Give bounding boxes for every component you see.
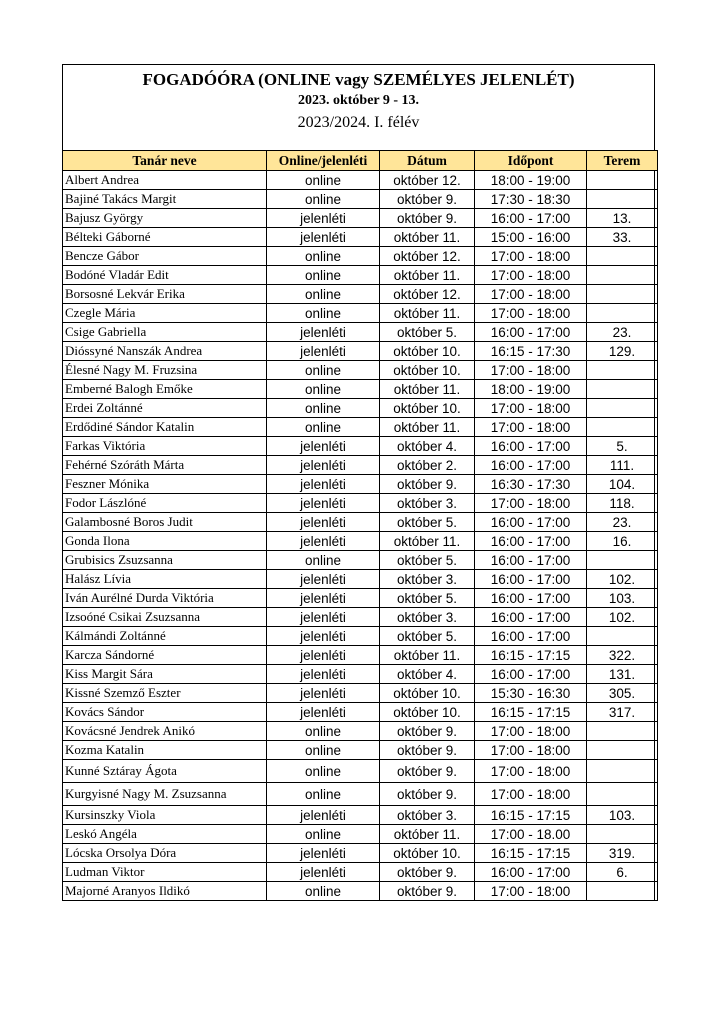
room-cell: 13. — [587, 209, 658, 228]
mode-cell: jelenléti — [267, 806, 380, 825]
date-cell: október 11. — [380, 418, 475, 437]
date-cell: október 9. — [380, 722, 475, 741]
table-row — [63, 171, 658, 190]
room-cell: 305. — [587, 684, 658, 703]
room-cell — [587, 247, 658, 266]
room-cell: 104. — [587, 475, 658, 494]
table-row — [63, 551, 658, 570]
teacher-name-cell: Bencze Gábor — [63, 247, 267, 266]
table-row — [63, 570, 658, 589]
table-row — [63, 380, 658, 399]
table-row — [63, 646, 658, 665]
room-cell: 317. — [587, 703, 658, 722]
time-cell: 16:00 - 17:00 — [475, 209, 587, 228]
room-cell — [587, 171, 658, 190]
teacher-name-cell: Kursinszky Viola — [63, 806, 267, 825]
mode-cell: online — [267, 722, 380, 741]
time-cell: 16:00 - 17:00 — [475, 627, 587, 646]
teacher-name-cell: Kovácsné Jendrek Anikó — [63, 722, 267, 741]
time-cell: 16:00 - 17:00 — [475, 665, 587, 684]
mode-cell: online — [267, 399, 380, 418]
room-cell: 131. — [587, 665, 658, 684]
date-cell: október 11. — [380, 380, 475, 399]
column-header-teacher: Tanár neve — [63, 151, 267, 171]
time-cell: 16:00 - 17:00 — [475, 323, 587, 342]
date-cell: október 3. — [380, 570, 475, 589]
teacher-name-cell: Kurgyisné Nagy M. Zsuzsanna — [63, 783, 267, 806]
date-cell: október 3. — [380, 494, 475, 513]
table-row — [63, 532, 658, 551]
column-header-date: Dátum — [380, 151, 475, 171]
teacher-name-cell: Karcza Sándorné — [63, 646, 267, 665]
time-cell: 18:00 - 19:00 — [475, 380, 587, 399]
date-cell: október 3. — [380, 608, 475, 627]
time-cell: 17:00 - 18:00 — [475, 266, 587, 285]
teacher-name-cell: Kiss Margit Sára — [63, 665, 267, 684]
teacher-name-cell: Albert Andrea — [63, 171, 267, 190]
time-cell: 17:00 - 18:00 — [475, 247, 587, 266]
date-cell: október 10. — [380, 703, 475, 722]
time-cell: 16:00 - 17:00 — [475, 456, 587, 475]
date-cell: október 12. — [380, 247, 475, 266]
mode-cell: jelenléti — [267, 863, 380, 882]
room-cell: 111. — [587, 456, 658, 475]
date-cell: október 9. — [380, 882, 475, 901]
teacher-name-cell: Izsoóné Csikai Zsuzsanna — [63, 608, 267, 627]
table-row — [63, 722, 658, 741]
table-row — [63, 783, 658, 806]
table-row — [63, 513, 658, 532]
date-cell: október 10. — [380, 684, 475, 703]
mode-cell: jelenléti — [267, 342, 380, 361]
time-cell: 17:00 - 18:00 — [475, 760, 587, 783]
teacher-name-cell: Bajusz György — [63, 209, 267, 228]
room-cell — [587, 760, 658, 783]
teacher-name-cell: Gonda Ilona — [63, 532, 267, 551]
room-cell: 6. — [587, 863, 658, 882]
document-header — [63, 65, 654, 150]
room-cell — [587, 741, 658, 760]
time-cell: 16:15 - 17:15 — [475, 646, 587, 665]
table-row — [63, 323, 658, 342]
teacher-name-cell: Kálmándi Zoltánné — [63, 627, 267, 646]
mode-cell: online — [267, 380, 380, 399]
table-row — [63, 209, 658, 228]
room-cell — [587, 783, 658, 806]
teacher-name-cell: Erdei Zoltánné — [63, 399, 267, 418]
teacher-name-cell: Fehérné Szóráth Márta — [63, 456, 267, 475]
table-row — [63, 342, 658, 361]
column-header-room: Terem — [587, 151, 658, 171]
room-cell: 129. — [587, 342, 658, 361]
table-row — [63, 665, 658, 684]
date-cell: október 4. — [380, 665, 475, 684]
room-cell: 103. — [587, 806, 658, 825]
room-cell: 33. — [587, 228, 658, 247]
mode-cell: jelenléti — [267, 475, 380, 494]
mode-cell: jelenléti — [267, 494, 380, 513]
date-cell: október 9. — [380, 741, 475, 760]
date-cell: október 3. — [380, 806, 475, 825]
consultation-table — [62, 150, 658, 901]
table-row — [63, 703, 658, 722]
mode-cell: jelenléti — [267, 456, 380, 475]
mode-cell: jelenléti — [267, 627, 380, 646]
time-cell: 16:15 - 17:15 — [475, 806, 587, 825]
table-row — [63, 285, 658, 304]
table-row — [63, 863, 658, 882]
mode-cell: jelenléti — [267, 608, 380, 627]
time-cell: 17:00 - 18.00 — [475, 825, 587, 844]
mode-cell: jelenléti — [267, 665, 380, 684]
time-cell: 16:15 - 17:30 — [475, 342, 587, 361]
date-cell: október 10. — [380, 844, 475, 863]
table-row — [63, 456, 658, 475]
mode-cell: jelenléti — [267, 209, 380, 228]
room-cell: 16. — [587, 532, 658, 551]
table-row — [63, 882, 658, 901]
school-term: 2023/2024. I. félév — [297, 114, 420, 131]
teacher-name-cell: Majorné Aranyos Ildikó — [63, 882, 267, 901]
room-cell: 118. — [587, 494, 658, 513]
teacher-name-cell: Élesné Nagy M. Fruzsina — [63, 361, 267, 380]
table-row — [63, 437, 658, 456]
time-cell: 17:30 - 18:30 — [475, 190, 587, 209]
date-cell: október 11. — [380, 304, 475, 323]
mode-cell: jelenléti — [267, 570, 380, 589]
room-cell — [587, 266, 658, 285]
teacher-name-cell: Borsosné Lekvár Erika — [63, 285, 267, 304]
table-row — [63, 806, 658, 825]
table-row — [63, 627, 658, 646]
room-cell: 102. — [587, 608, 658, 627]
room-cell — [587, 627, 658, 646]
table-row — [63, 741, 658, 760]
date-cell: október 12. — [380, 285, 475, 304]
mode-cell: jelenléti — [267, 532, 380, 551]
time-cell: 17:00 - 18:00 — [475, 399, 587, 418]
mode-cell: jelenléti — [267, 513, 380, 532]
room-cell — [587, 380, 658, 399]
teacher-name-cell: Kovács Sándor — [63, 703, 267, 722]
mode-cell: jelenléti — [267, 323, 380, 342]
teacher-name-cell: Csige Gabriella — [63, 323, 267, 342]
room-cell: 103. — [587, 589, 658, 608]
table-row — [63, 475, 658, 494]
date-cell: október 11. — [380, 266, 475, 285]
time-cell: 17:00 - 18:00 — [475, 304, 587, 323]
table-row — [63, 760, 658, 783]
time-cell: 17:00 - 18:00 — [475, 783, 587, 806]
table-row — [63, 304, 658, 323]
teacher-name-cell: Farkas Viktória — [63, 437, 267, 456]
time-cell: 17:00 - 18:00 — [475, 722, 587, 741]
date-cell: október 9. — [380, 760, 475, 783]
column-header-mode: Online/jelenléti — [267, 151, 380, 171]
room-cell — [587, 722, 658, 741]
room-cell — [587, 551, 658, 570]
mode-cell: jelenléti — [267, 684, 380, 703]
mode-cell: online — [267, 190, 380, 209]
date-cell: október 5. — [380, 551, 475, 570]
table-row — [63, 266, 658, 285]
mode-cell: online — [267, 247, 380, 266]
date-cell: október 5. — [380, 589, 475, 608]
table-row — [63, 825, 658, 844]
date-cell: október 5. — [380, 627, 475, 646]
room-cell — [587, 285, 658, 304]
room-cell: 322. — [587, 646, 658, 665]
room-cell — [587, 190, 658, 209]
time-cell: 17:00 - 18:00 — [475, 361, 587, 380]
teacher-name-cell: Bajiné Takács Margit — [63, 190, 267, 209]
room-cell: 23. — [587, 323, 658, 342]
room-cell: 102. — [587, 570, 658, 589]
teacher-name-cell: Czegle Mária — [63, 304, 267, 323]
time-cell: 16:00 - 17:00 — [475, 532, 587, 551]
teacher-name-cell: Lócska Orsolya Dóra — [63, 844, 267, 863]
time-cell: 17:00 - 18:00 — [475, 882, 587, 901]
date-cell: október 5. — [380, 323, 475, 342]
date-cell: október 9. — [380, 475, 475, 494]
teacher-name-cell: Bodóné Vladár Edit — [63, 266, 267, 285]
teacher-name-cell: Feszner Mónika — [63, 475, 267, 494]
time-cell: 16:00 - 17:00 — [475, 570, 587, 589]
time-cell: 16:30 - 17:30 — [475, 475, 587, 494]
date-cell: október 9. — [380, 209, 475, 228]
time-cell: 16:00 - 17:00 — [475, 589, 587, 608]
mode-cell: jelenléti — [267, 646, 380, 665]
table-row — [63, 608, 658, 627]
teacher-name-cell: Grubisics Zsuzsanna — [63, 551, 267, 570]
date-cell: október 11. — [380, 228, 475, 247]
date-range: 2023. október 9 - 13. — [297, 93, 420, 108]
mode-cell: online — [267, 171, 380, 190]
table-row — [63, 589, 658, 608]
date-cell: október 10. — [380, 342, 475, 361]
time-cell: 16:00 - 17:00 — [475, 863, 587, 882]
time-cell: 15:30 - 16:30 — [475, 684, 587, 703]
teacher-name-cell: Kunné Sztáray Ágota — [63, 760, 267, 783]
time-cell: 16:15 - 17:15 — [475, 844, 587, 863]
teacher-name-cell: Dióssyné Nanszák Andrea — [63, 342, 267, 361]
mode-cell: online — [267, 285, 380, 304]
time-cell: 16:00 - 17:00 — [475, 608, 587, 627]
date-cell: október 11. — [380, 532, 475, 551]
teacher-name-cell: Ludman Viktor — [63, 863, 267, 882]
table-row — [63, 228, 658, 247]
time-cell: 16:00 - 17:00 — [475, 437, 587, 456]
room-cell: 23. — [587, 513, 658, 532]
mode-cell: online — [267, 266, 380, 285]
teacher-name-cell: Emberné Balogh Emőke — [63, 380, 267, 399]
schedule-sheet — [62, 64, 655, 901]
date-cell: október 2. — [380, 456, 475, 475]
mode-cell: online — [267, 741, 380, 760]
date-cell: október 12. — [380, 171, 475, 190]
teacher-name-cell: Bélteki Gáborné — [63, 228, 267, 247]
mode-cell: online — [267, 551, 380, 570]
table-row — [63, 399, 658, 418]
time-cell: 16:00 - 17:00 — [475, 513, 587, 532]
room-cell: 5. — [587, 437, 658, 456]
table-header-row — [63, 151, 658, 171]
teacher-name-cell: Leskó Angéla — [63, 825, 267, 844]
time-cell: 16:00 - 17:00 — [475, 551, 587, 570]
room-cell: 319. — [587, 844, 658, 863]
room-cell — [587, 304, 658, 323]
table-row — [63, 418, 658, 437]
teacher-name-cell: Galambosné Boros Judit — [63, 513, 267, 532]
mode-cell: online — [267, 783, 380, 806]
mode-cell: jelenléti — [267, 589, 380, 608]
mode-cell: jelenléti — [267, 437, 380, 456]
time-cell: 15:00 - 16:00 — [475, 228, 587, 247]
mode-cell: online — [267, 825, 380, 844]
date-cell: október 4. — [380, 437, 475, 456]
mode-cell: jelenléti — [267, 703, 380, 722]
time-cell: 17:00 - 18:00 — [475, 741, 587, 760]
mode-cell: jelenléti — [267, 228, 380, 247]
mode-cell: online — [267, 361, 380, 380]
table-row — [63, 684, 658, 703]
teacher-name-cell: Kissné Szemző Eszter — [63, 684, 267, 703]
date-cell: október 11. — [380, 825, 475, 844]
date-cell: október 9. — [380, 190, 475, 209]
table-row — [63, 844, 658, 863]
room-cell — [587, 361, 658, 380]
teacher-name-cell: Fodor Lászlóné — [63, 494, 267, 513]
date-cell: október 9. — [380, 863, 475, 882]
mode-cell: online — [267, 418, 380, 437]
date-cell: október 10. — [380, 399, 475, 418]
table-row — [63, 247, 658, 266]
table-row — [63, 361, 658, 380]
room-cell — [587, 825, 658, 844]
mode-cell: jelenléti — [267, 844, 380, 863]
date-cell: október 11. — [380, 646, 475, 665]
table-row — [63, 190, 658, 209]
room-cell — [587, 418, 658, 437]
date-cell: október 9. — [380, 783, 475, 806]
time-cell: 17:00 - 18:00 — [475, 418, 587, 437]
column-header-time: Időpont — [475, 151, 587, 171]
teacher-name-cell: Kozma Katalin — [63, 741, 267, 760]
date-cell: október 5. — [380, 513, 475, 532]
table-row — [63, 494, 658, 513]
room-cell — [587, 882, 658, 901]
date-cell: október 10. — [380, 361, 475, 380]
teacher-name-cell: Iván Aurélné Durda Viktória — [63, 589, 267, 608]
time-cell: 17:00 - 18:00 — [475, 285, 587, 304]
mode-cell: online — [267, 760, 380, 783]
time-cell: 16:15 - 17:15 — [475, 703, 587, 722]
time-cell: 18:00 - 19:00 — [475, 171, 587, 190]
document-title: FOGADÓÓRA (ONLINE vagy SZEMÉLYES JELENLÉT) — [142, 70, 575, 89]
teacher-name-cell: Erdődiné Sándor Katalin — [63, 418, 267, 437]
time-cell: 17:00 - 18:00 — [475, 494, 587, 513]
room-cell — [587, 399, 658, 418]
mode-cell: online — [267, 304, 380, 323]
teacher-name-cell: Halász Lívia — [63, 570, 267, 589]
mode-cell: online — [267, 882, 380, 901]
